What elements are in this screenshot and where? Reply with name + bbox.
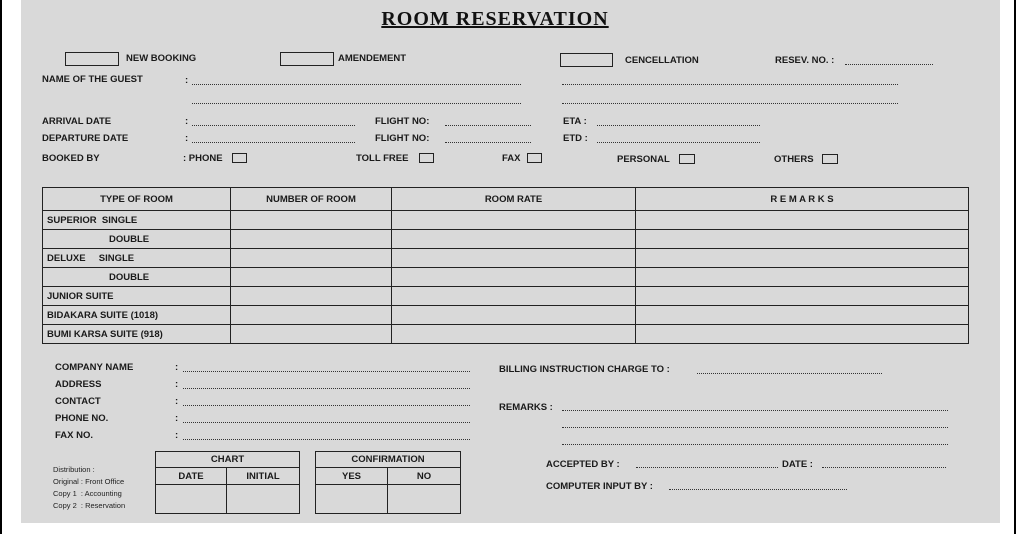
cancellation-label: CENCELLATION [625,55,699,66]
accepted-by-field[interactable] [636,467,778,468]
chart-initial-header: INITIAL [227,468,300,485]
phone-no-label: PHONE NO. [55,413,109,424]
colon: : [175,396,179,407]
table-row [43,230,969,249]
rate-cell[interactable] [392,325,636,344]
arrival-flight-field[interactable] [445,125,531,126]
room-type: DOUBLE [43,268,231,287]
table-row [43,287,969,306]
confirmation-title: CONFIRMATION [316,452,461,468]
personal-option-label: PERSONAL [617,154,670,165]
distribution-original: Original : Front Office [53,477,125,486]
chart-initial-cell[interactable] [227,485,300,514]
distribution-title: Distribution : [53,465,95,474]
room-type: BUMI KARSA SUITE (918) [43,325,231,344]
number-cell[interactable] [231,211,392,230]
company-name-field[interactable] [183,371,470,372]
room-type: BIDAKARA SUITE (1018) [43,306,231,325]
guest-name-field-4[interactable] [562,103,898,104]
form-title: ROOM RESERVATION [381,8,609,30]
remarks-cell[interactable] [636,249,969,268]
departure-flight-field[interactable] [445,142,531,143]
arrival-date-field[interactable] [192,125,355,126]
contact-field[interactable] [183,405,470,406]
chart-box [155,451,300,514]
fax-option-label: FAX [502,153,521,164]
chart-date-cell[interactable] [156,485,227,514]
remarks-cell[interactable] [636,306,969,325]
room-type: DELUXE SINGLE [43,249,231,268]
fax-no-field[interactable] [183,439,470,440]
confirmation-no-cell[interactable] [388,485,461,514]
phone-option-label: : PHONE [183,153,223,164]
room-type: SUPERIOR SINGLE [43,211,231,230]
rate-cell[interactable] [392,287,636,306]
resev-no-field[interactable] [845,64,933,65]
distribution-copy2: Copy 2 : Reservation [53,501,126,510]
remarks-cell[interactable] [636,230,969,249]
guest-name-field-3[interactable] [192,103,521,104]
personal-checkbox[interactable] [679,154,695,164]
table-row [43,268,969,287]
room-type: JUNIOR SUITE [43,287,231,306]
company-name-label: COMPANY NAME [55,362,134,373]
colon: : [185,75,189,86]
departure-date-label: DEPARTURE DATE [42,133,129,144]
table-row [43,211,969,230]
computer-input-label: COMPUTER INPUT BY : [546,481,653,492]
room-type: DOUBLE [43,230,231,249]
date-label: DATE : [782,459,813,470]
remarks-label: REMARKS : [499,402,553,413]
new-booking-checkbox[interactable] [65,52,119,66]
table-row [43,325,969,344]
confirmation-yes-cell[interactable] [316,485,388,514]
colon: : [175,379,179,390]
colon: : [175,362,179,373]
arrival-flight-label: FLIGHT NO: [375,116,430,127]
remarks-field[interactable] [562,410,948,411]
room-table [42,187,969,344]
others-option-label: OTHERS [774,154,814,165]
frame-left-border [0,0,2,534]
colon: : [175,430,179,441]
rate-cell[interactable] [392,268,636,287]
phone-no-field[interactable] [183,422,470,423]
number-cell[interactable] [231,325,392,344]
billing-field[interactable] [697,373,882,374]
phone-checkbox[interactable] [232,153,247,163]
colon: : [175,413,179,424]
colon: : [185,133,189,144]
table-row [43,249,969,268]
amendement-checkbox[interactable] [280,52,334,66]
arrival-date-label: ARRIVAL DATE [42,116,112,127]
number-cell[interactable] [231,268,392,287]
confirmation-box [315,451,461,514]
rate-cell[interactable] [392,211,636,230]
accepted-by-label: ACCEPTED BY : [546,459,620,470]
departure-flight-label: FLIGHT NO: [375,133,430,144]
confirmation-no-header: NO [388,468,461,485]
rate-cell[interactable] [392,306,636,325]
header-type-of-room: TYPE OF ROOM [43,188,231,211]
address-field[interactable] [183,388,470,389]
remarks-field-2[interactable] [562,427,948,428]
fax-checkbox[interactable] [527,153,542,163]
remarks-field-3[interactable] [562,444,948,445]
header-remarks: R E M A R K S [636,188,969,211]
number-cell[interactable] [231,230,392,249]
booked-by-label: BOOKED BY [42,153,100,164]
guest-name-field-2[interactable] [562,84,898,85]
others-checkbox[interactable] [822,154,838,164]
address-label: ADDRESS [55,379,102,390]
cancellation-checkbox[interactable] [560,53,613,67]
chart-title: CHART [156,452,300,468]
remarks-cell[interactable] [636,287,969,306]
eta-label: ETA : [563,116,587,127]
remarks-cell[interactable] [636,211,969,230]
number-cell[interactable] [231,249,392,268]
remarks-cell[interactable] [636,268,969,287]
number-cell[interactable] [231,306,392,325]
computer-input-field[interactable] [669,489,847,490]
rate-cell[interactable] [392,230,636,249]
rate-cell[interactable] [392,249,636,268]
frame-right-border [1014,0,1016,534]
date-field[interactable] [822,467,946,468]
contact-label: CONTACT [55,396,101,407]
resev-no-label: RESEV. NO. : [775,55,835,66]
number-cell[interactable] [231,287,392,306]
confirmation-yes-header: YES [316,468,388,485]
distribution-copy1: Copy 1 : Accounting [53,489,122,498]
new-booking-label: NEW BOOKING [126,53,197,64]
remarks-cell[interactable] [636,325,969,344]
etd-label: ETD : [563,133,588,144]
colon: : [185,116,189,127]
chart-date-header: DATE [156,468,227,485]
toll-free-option-label: TOLL FREE [356,153,409,164]
guest-name-label: NAME OF THE GUEST [42,74,143,85]
eta-field[interactable] [597,125,760,126]
header-number-of-room: NUMBER OF ROOM [231,188,392,211]
amendement-label: AMENDEMENT [338,53,407,64]
toll-free-checkbox[interactable] [419,153,434,163]
header-room-rate: ROOM RATE [392,188,636,211]
table-row [43,306,969,325]
table-header-row [43,188,969,211]
departure-date-field[interactable] [192,142,355,143]
etd-field[interactable] [597,142,760,143]
fax-no-label: FAX NO. [55,430,94,441]
billing-instruction-label: BILLING INSTRUCTION CHARGE TO : [499,364,670,375]
guest-name-field[interactable] [192,84,521,85]
